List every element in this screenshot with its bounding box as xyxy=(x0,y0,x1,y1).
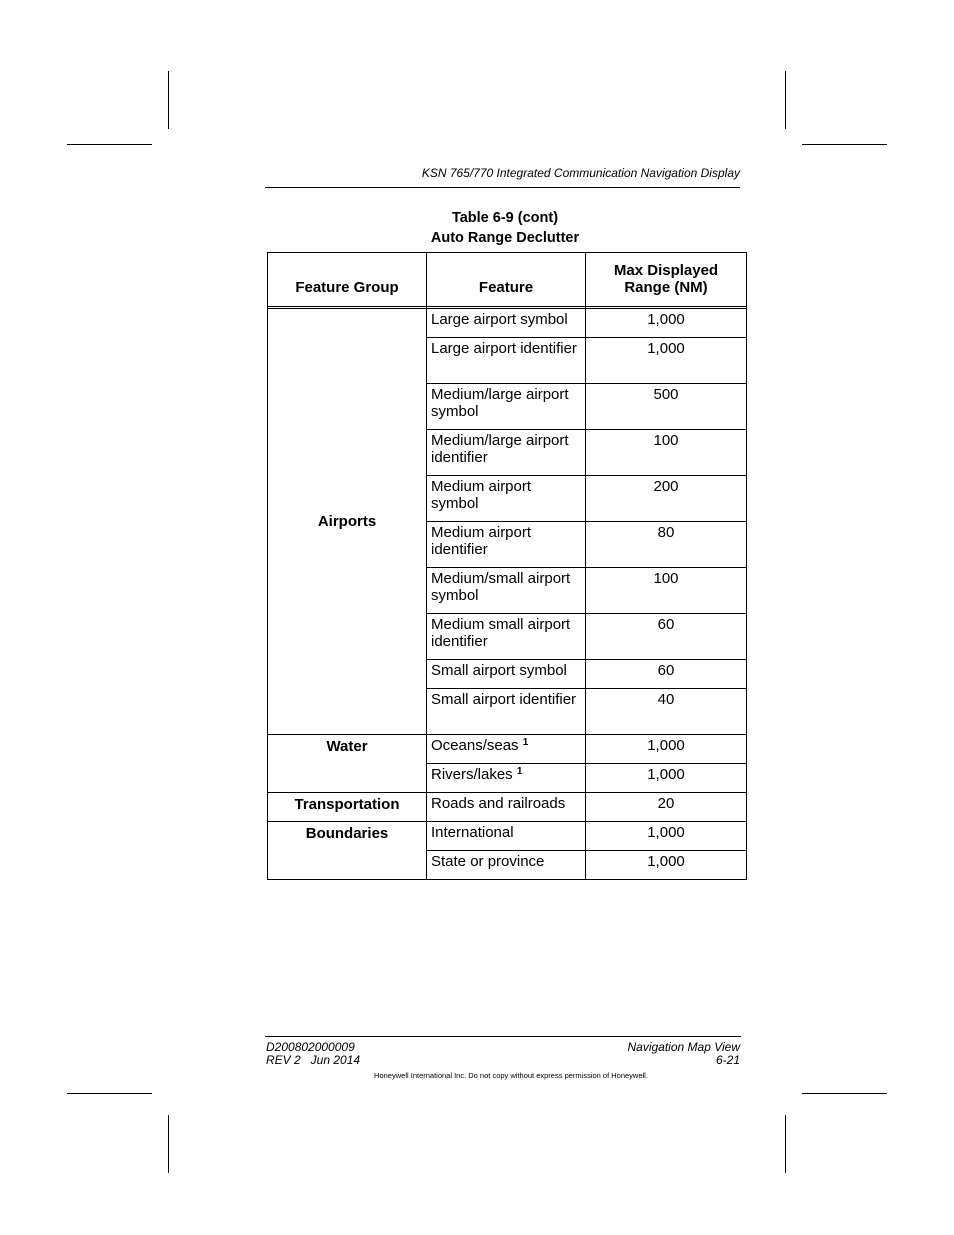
feature-cell: Medium/large airport symbol xyxy=(427,384,586,430)
table-caption xyxy=(266,208,744,248)
feature-cell: Roads and railroads xyxy=(427,793,586,822)
crop-mark xyxy=(785,71,786,129)
feature-cell: Medium/large airport identifier xyxy=(427,430,586,476)
feature-cell: International xyxy=(427,822,586,851)
section-name: Navigation Map View xyxy=(627,1040,740,1054)
document-number: D200802000009 xyxy=(266,1040,355,1054)
feature-cell: Small airport symbol xyxy=(427,660,586,689)
range-cell: 1,000 xyxy=(586,338,747,384)
feature-group-cell: Transportation xyxy=(268,793,427,822)
feature-cell: State or province xyxy=(427,851,586,880)
feature-cell: Small airport identifier xyxy=(427,689,586,735)
header-rule xyxy=(265,187,740,188)
crop-mark xyxy=(785,1115,786,1173)
range-cell: 1,000 xyxy=(586,851,747,880)
range-cell: 60 xyxy=(586,660,747,689)
range-cell: 1,000 xyxy=(586,822,747,851)
page-number: 6-21 xyxy=(715,1053,740,1067)
table-row xyxy=(268,793,747,822)
range-cell: 80 xyxy=(586,522,747,568)
feature-cell xyxy=(427,764,586,793)
revision-date: REV 2 Jun 2014 xyxy=(266,1053,361,1067)
copyright-notice: Honeywell International Inc. Do not copy without express permission of Honeywell. xyxy=(374,1071,648,1080)
feature-cell: Medium airport symbol xyxy=(427,476,586,522)
range-cell: 500 xyxy=(586,384,747,430)
column-header: Feature Group xyxy=(268,253,427,307)
column-header: Feature xyxy=(427,253,586,307)
column-header: Max Displayed Range (NM) xyxy=(586,253,747,307)
range-cell: 1,000 xyxy=(586,764,747,793)
range-cell: 100 xyxy=(586,568,747,614)
table-number: Table 6-9 (cont) xyxy=(451,210,559,226)
crop-mark xyxy=(67,144,152,145)
auto-range-declutter-table xyxy=(267,252,747,880)
range-cell: 20 xyxy=(586,793,747,822)
footnote-marker: 1 xyxy=(522,737,529,748)
feature-text: Oceans/seas xyxy=(431,737,519,754)
range-cell: 40 xyxy=(586,689,747,735)
crop-mark xyxy=(802,1093,887,1094)
table-title: Auto Range Declutter xyxy=(430,230,580,246)
crop-mark xyxy=(168,71,169,129)
feature-cell: Large airport identifier xyxy=(427,338,586,384)
footnote-marker: 1 xyxy=(516,766,523,777)
feature-cell xyxy=(427,735,586,764)
crop-mark xyxy=(802,144,887,145)
crop-mark xyxy=(67,1093,152,1094)
feature-group-cell: Water xyxy=(268,735,427,793)
footer-rule xyxy=(265,1036,741,1037)
footer-left xyxy=(266,1041,360,1067)
range-cell: 60 xyxy=(586,614,747,660)
range-cell: 200 xyxy=(586,476,747,522)
running-header: KSN 765/770 Integrated Communication Navigation Display xyxy=(421,166,740,180)
crop-mark xyxy=(168,1115,169,1173)
footer-right xyxy=(500,1041,740,1067)
table-header-row xyxy=(268,253,747,307)
table-row xyxy=(268,822,747,851)
feature-cell: Large airport symbol xyxy=(427,309,586,338)
feature-group-cell: Airports xyxy=(268,309,427,735)
range-cell: 1,000 xyxy=(586,309,747,338)
table-row xyxy=(268,309,747,338)
feature-text: Rivers/lakes xyxy=(431,766,513,783)
feature-cell: Medium small airport identifier xyxy=(427,614,586,660)
feature-group-cell: Boundaries xyxy=(268,822,427,880)
range-cell: 100 xyxy=(586,430,747,476)
feature-cell: Medium airport identifier xyxy=(427,522,586,568)
feature-cell: Medium/small airport symbol xyxy=(427,568,586,614)
table-row xyxy=(268,735,747,764)
range-cell: 1,000 xyxy=(586,735,747,764)
